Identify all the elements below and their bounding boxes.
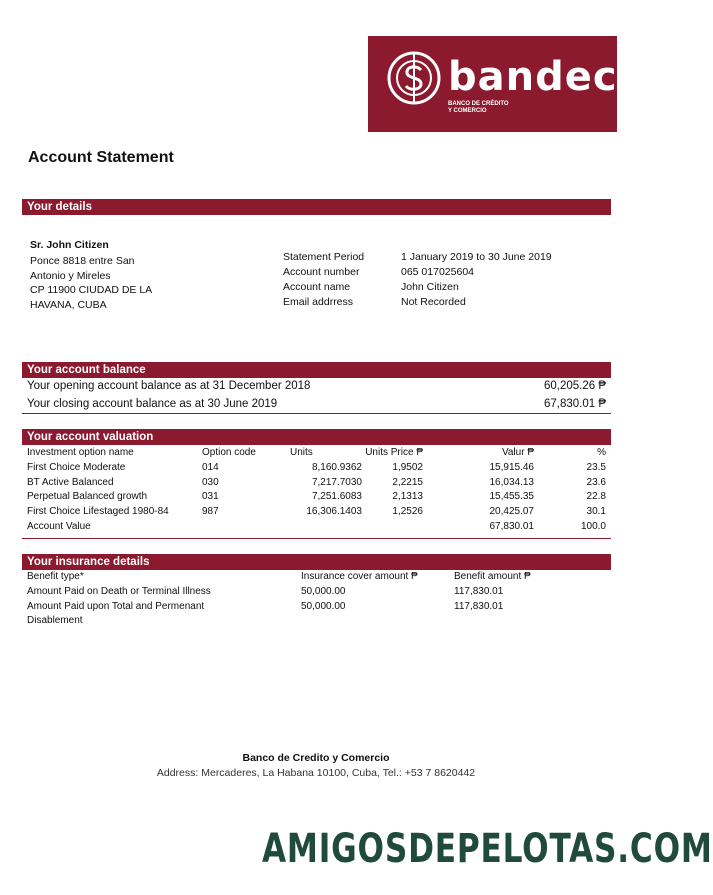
divider	[22, 377, 611, 378]
table-header-row: Benefit type* Insurance cover amount ₱ Benefit amount ₱	[27, 571, 531, 582]
table-row: Amount Paid on Death or Terminal Illness 50,000.00 117,830.01	[27, 585, 504, 597]
table-row: Perpetual Balanced growth 031 7,251.6083 2,1313 15,455.35 22.8	[27, 491, 606, 503]
table-row: Amount Paid upon Total and Permenant 50,000.00 117,830.01	[27, 600, 504, 612]
table-total-row: Account Value 67,830.01 100.0	[27, 520, 606, 532]
section-header-balance: Your account balance	[22, 362, 611, 378]
divider	[22, 413, 611, 414]
insurance-table	[27, 570, 606, 629]
section-header-details: Your details	[22, 199, 611, 215]
balance-row: Your closing account balance as at 30 June 2019 67,830.01 ₱	[27, 398, 606, 410]
valuation-table	[27, 446, 606, 535]
table-header-row: Investment option name Option code Units Units Price ₱ Valur ₱ %	[27, 447, 606, 458]
brand-subtitle: BANCO DE CRÉDITO Y COMERCIO	[448, 101, 509, 114]
customer-address: Ponce 8818 entre San Antonio y Mireles CP 11900 CIUDAD DE LA HAVANA, CUBA	[30, 255, 153, 311]
footer-address: Address: Mercaderes, La Habana 10100, Cuba, Tel.: +53 7 8620442	[156, 767, 476, 779]
table-row: BT Active Balanced 030 7,217.7030 2,2215 16,034.13 23.6	[27, 476, 606, 488]
balance-table	[27, 379, 606, 415]
section-header-insurance: Your insurance details	[22, 554, 611, 570]
brand-name: bandec	[448, 54, 618, 100]
statement-field-values: 1 January 2019 to 30 June 2019 065 017025604 John Citizen Not Recorded	[401, 251, 552, 308]
statement-field-labels: Statement Period Account number Account name Email addrress	[283, 251, 365, 308]
watermark: AMIGOSDEPELOTAS.COM	[262, 826, 713, 872]
divider	[22, 538, 611, 539]
footer-bank-name: Banco de Credito y Comercio	[242, 752, 390, 764]
section-header-valuation: Your account valuation	[22, 429, 611, 445]
table-row-continuation: Disablement	[27, 615, 83, 627]
table-row: First Choice Moderate 014 8,160.9362 1,9502 15,915.46 23.5	[27, 461, 606, 473]
balance-row: Your opening account balance as at 31 December 2018 60,205.26 ₱	[27, 380, 606, 392]
page-title: Account Statement	[28, 149, 174, 166]
bandec-emblem-icon	[386, 50, 442, 106]
table-row: First Choice Lifestaged 1980-84 987 16,306.1403 1,2526 20,425.07 30.1	[27, 506, 606, 518]
bank-logo	[368, 36, 617, 132]
customer-name: Sr. John Citizen	[30, 239, 109, 251]
